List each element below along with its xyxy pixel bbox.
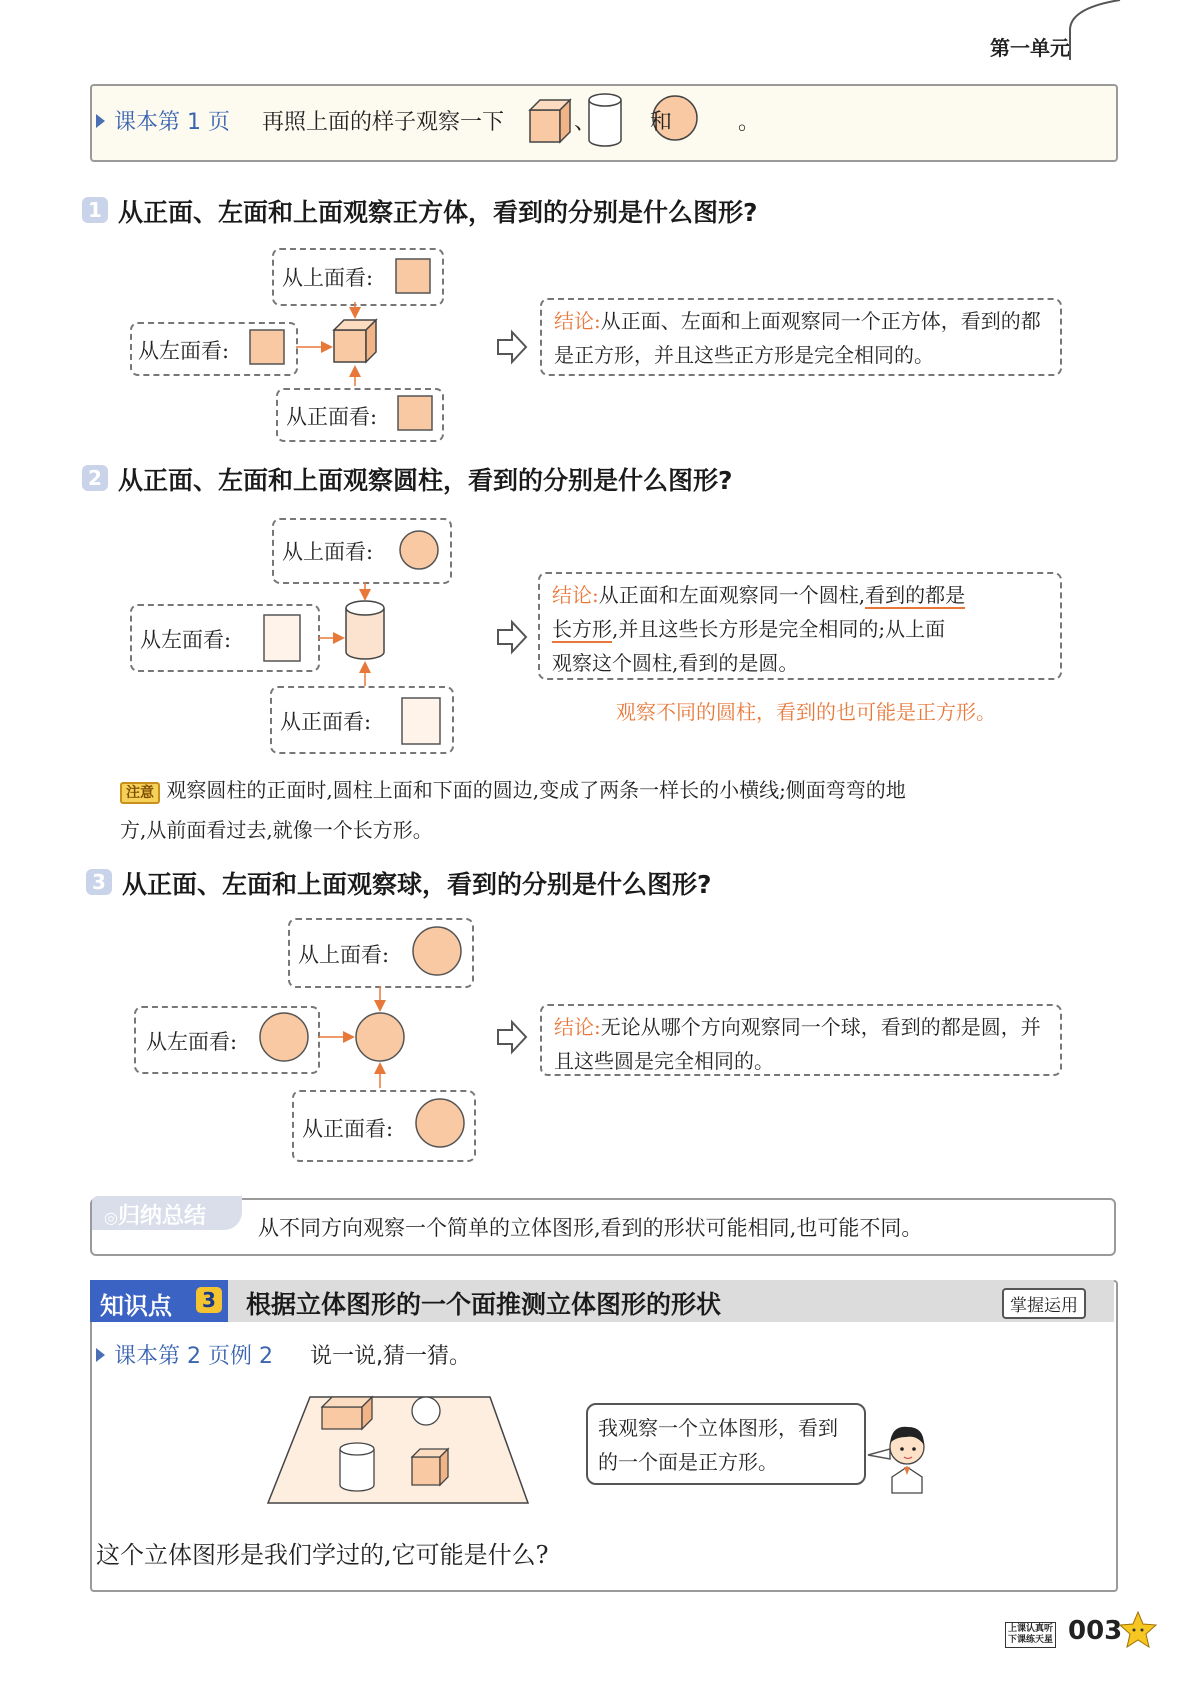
- cube-icon: [334, 320, 376, 362]
- top-view-square: [396, 259, 430, 293]
- knowledge-title: 根据立体图形的一个面推测立体图形的形状: [246, 1290, 722, 1319]
- top-view-circle: [413, 927, 461, 975]
- knowledge-tag-label: 知识点: [100, 1292, 172, 1320]
- boy-avatar: [862, 1415, 932, 1495]
- left-view-circle: [260, 1013, 308, 1061]
- footer-motto: [1005, 1622, 1056, 1648]
- note-line1: 观察圆柱的正面时,圆柱上面和下面的圆边,变成了两条一样长的小横线;侧面弯弯的地: [166, 778, 906, 802]
- summary-tag-text: 归纳总结: [117, 1204, 206, 1229]
- top-view-circle: [400, 531, 438, 569]
- intro-text-main: 再照上面的样子观察一下: [262, 110, 505, 135]
- cylinder-icon: [340, 1443, 374, 1491]
- conclusion-box: [538, 572, 1062, 680]
- example-reference: 课本第 2 页例 2: [114, 1344, 273, 1369]
- conclusion-text: 无论从哪个方向观察同一个球，看到的都是圆，并且这些圆是完全相同的。: [554, 1015, 1041, 1073]
- question-title: 从正面、左面和上面观察正方体，看到的分别是什么图形?: [118, 198, 758, 227]
- conclusion-keyword: 结论:: [552, 583, 599, 607]
- right-arrow-icon: [498, 332, 526, 362]
- conclusion-line1b: 看到的都是: [865, 583, 966, 607]
- mastery-badge: 掌握运用: [1002, 1288, 1086, 1319]
- view-top-label: 从上面看:: [282, 540, 374, 564]
- summary-text: 从不同方向观察一个简单的立体图形,看到的形状可能相同,也可能不同。: [258, 1216, 923, 1240]
- solids-on-table-illustration: [260, 1385, 540, 1515]
- view-top-label: 从上面看:: [298, 943, 390, 967]
- q1-diagram: [0, 240, 540, 450]
- intro-sep1: 、: [574, 110, 597, 135]
- intro-shapes: [525, 90, 735, 152]
- view-front-label: 从正面看:: [302, 1117, 394, 1141]
- table-surface: [268, 1397, 528, 1503]
- question-text: 这个立体图形是我们学过的,它可能是什么?: [96, 1541, 549, 1569]
- question-number: 3: [86, 869, 112, 895]
- right-arrow-icon: [498, 1022, 526, 1052]
- target-icon: ◎: [104, 1208, 118, 1227]
- sphere-icon: [356, 1013, 404, 1061]
- sphere-icon: [412, 1397, 440, 1425]
- conclusion-box: [540, 1004, 1062, 1076]
- question-title: 从正面、左面和上面观察球，看到的分别是什么图形?: [122, 870, 712, 899]
- speech-tail: [868, 1449, 890, 1459]
- view-left-label: 从左面看:: [138, 339, 230, 363]
- question-number: 1: [82, 197, 108, 223]
- right-arrow-icon: [498, 622, 526, 652]
- conclusion-line3: 观察这个圆柱,看到的是圆。: [552, 651, 799, 675]
- triangle-bullet-icon: [96, 1348, 105, 1362]
- q3-diagram: [0, 910, 540, 1170]
- footer-motto-line2: 下课练天星: [1008, 1635, 1054, 1645]
- view-left-label: 从左面看:: [140, 628, 232, 652]
- view-left-label: 从左面看:: [146, 1030, 238, 1054]
- speech-bubble: 我观察一个立体图形，看到的一个面是正方形。: [586, 1403, 866, 1485]
- left-view-square: [250, 330, 284, 364]
- summary-tag-label: [104, 1199, 206, 1230]
- footer-motto-line1: 上课认真听: [1008, 1624, 1054, 1634]
- star-mascot-icon: [1118, 1610, 1158, 1650]
- front-view-circle: [416, 1099, 464, 1147]
- triangle-bullet-icon: [96, 114, 105, 128]
- cube-icon: [530, 100, 570, 142]
- remark-text: 观察不同的圆柱，看到的也可能是正方形。: [616, 700, 996, 724]
- conclusion-line2b: ,并且这些长方形是完全相同的;从上面: [612, 617, 946, 641]
- cylinder-icon: [346, 601, 384, 659]
- intro-text: [262, 105, 504, 136]
- view-front-label: 从正面看:: [286, 405, 378, 429]
- front-view-square: [398, 396, 432, 430]
- conclusion-line1a: 从正面和左面观察同一个圆柱,: [598, 583, 866, 607]
- textbook-reference: 课本第 1 页: [114, 110, 230, 135]
- view-top-label: 从上面看:: [282, 266, 374, 290]
- question-title: 从正面、左面和上面观察圆柱，看到的分别是什么图形?: [118, 466, 733, 495]
- conclusion-text: 从正面、左面和上面观察同一个正方体，看到的都是正方形，并且这些正方形是完全相同的。: [554, 309, 1041, 367]
- conclusion-line2a: 长方形: [552, 617, 612, 641]
- left-view-rectangle: [264, 615, 300, 661]
- q2-diagram: [0, 510, 540, 760]
- page-number: 003: [1068, 1616, 1123, 1646]
- question-number: 2: [82, 465, 108, 491]
- cube-icon: [412, 1449, 448, 1485]
- unit-label: 第一单元: [990, 36, 1070, 60]
- intro-sep2: 和: [650, 110, 673, 135]
- cuboid-icon: [322, 1397, 372, 1429]
- conclusion-keyword: 结论:: [554, 309, 601, 333]
- intro-end: 。: [738, 110, 761, 135]
- conclusion-keyword: 结论:: [554, 1015, 601, 1039]
- front-view-rectangle: [402, 698, 440, 744]
- corner-decoration: [1060, 0, 1150, 70]
- knowledge-number: 3: [196, 1287, 222, 1313]
- note-tag: 注意: [120, 782, 160, 804]
- note-paragraph: [120, 770, 1114, 850]
- example-text: 说一说,猜一猜。: [310, 1344, 471, 1369]
- conclusion-box: [540, 298, 1062, 376]
- view-front-label: 从正面看:: [280, 710, 372, 734]
- note-line2: 方,从前面看过去,就像一个长方形。: [120, 818, 433, 842]
